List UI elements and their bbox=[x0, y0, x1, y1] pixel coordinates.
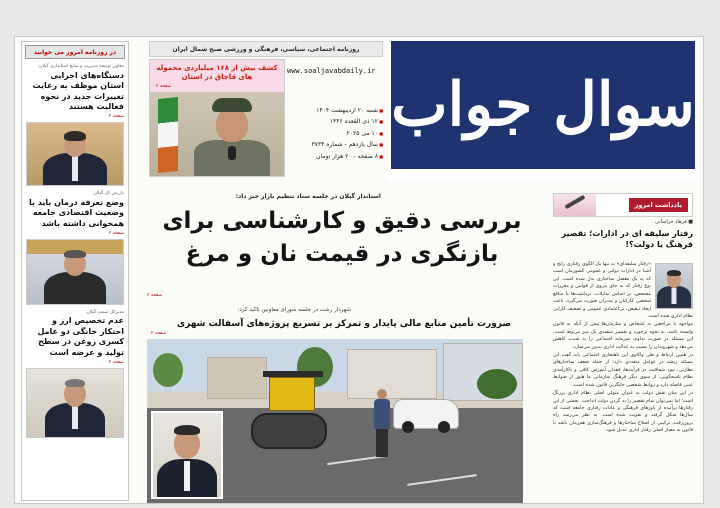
story-kicker: معاون توسعه مدیریت و منابع استانداری گیلان: bbox=[37, 64, 124, 69]
sidebar-story-1[interactable] bbox=[22, 62, 128, 119]
date-solar: ■ شنبه ۲۰ اردیبهشت ۱۴۰۴ bbox=[287, 105, 383, 116]
column-paragraph: در این میان نقش دولت به عنوان متولی اصلی نظام اداری پررنگ است؛ اما نمی‌توان تمام تقصیر را به گردن دولت انداخت. بخشی از این رفتارها برآمده از باورهای فرهنگی و عادات رفتاری جامعه است که سال‌ها شکل گرفته و تقویت شده است. به نظر می‌رسد راه برون‌رفت، ترکیبی از اصلاح ساختارها و فرهنگ‌سازی هم‌زمان باشد تا قانون به معیار اصلی رفتار اداری تبدیل شود. bbox=[553, 391, 693, 434]
second-page: صفحه ۲ bbox=[151, 331, 167, 336]
teaser-page: صفحه ۲ bbox=[156, 84, 172, 89]
sidebar-in-today bbox=[21, 41, 129, 501]
lead-headline[interactable]: بررسی دقیق و کارشناسی برای بازنگری در قیمت نان و مرغ bbox=[162, 208, 522, 268]
teaser-photo bbox=[150, 92, 284, 177]
sidebar-photo-3 bbox=[26, 368, 124, 438]
masthead-logo bbox=[391, 41, 695, 169]
sidebar-header: در روزنامه امروز می خوانید bbox=[25, 45, 125, 59]
story-title[interactable]: عدم تخصیص ارز و احتکار خانگی دو عامل کسری روغن در سطح تولید و عرضه است bbox=[37, 316, 124, 357]
lead-over-head: استاندار گیلان در جلسه ستاد تنظیم بازار خبر داد: bbox=[235, 193, 381, 200]
column-paragraph: در همین ارتباط و طی واکاوی این ناهنجاری اجتماعی باید گفت این مسئله ریشه در عوامل متعددی دارد؛ از جمله ضعف ساختارهای نظارتی، نبود شفافیت در فرآیندها، فقدان آموزش کافی و ناکارآمدی نظام پاسخگویی. از سوی دیگر فرهنگ سازمانی ما هنوز از ضوابط عینی فاصله دارد و روابط شخصی جایگزین قانون شده است. bbox=[553, 353, 693, 388]
story-kicker: بازرس کل گیلان: bbox=[92, 191, 124, 197]
issue-number: ■ سال یازدهم - شماره ۳۷۳۴ bbox=[287, 139, 383, 150]
newspaper-front-page bbox=[14, 36, 704, 504]
logo-text: سوال جواب bbox=[391, 70, 695, 140]
story-title[interactable]: وضع تعرفه درمان باید با وضعیت اقتصادی جامعه همخوانی داشته باشد bbox=[28, 197, 124, 228]
sidebar-story-3[interactable] bbox=[22, 308, 128, 365]
story-kicker: مدیرکل صمت گیلان: bbox=[85, 309, 124, 315]
second-headline[interactable]: ضرورت تأمین منابع مالی پایدار و تمرکز بر تسریع پروژه‌های آسفالت شهری bbox=[176, 319, 512, 329]
second-kicker: شهردار رشت در جلسه شورای معاونین تاکید کرد: bbox=[237, 307, 351, 313]
lead-page: صفحه ۲ bbox=[147, 293, 163, 298]
column-author: ■ فرهاد خراسانی bbox=[655, 219, 693, 225]
story-page: صفحه ۲ bbox=[108, 359, 124, 365]
todays-note-label: یادداشت امروز bbox=[629, 198, 688, 212]
column-paragraph: مواجهه با مراجعین به اشخاص و سازمان‌ها پیش از آنکه به قانون وابسته باشد، به نحوه برخورد و تفسیر متصدی یک میز مربوط است. این مسئله در صورت تداوم، سرمایه اجتماعی را به شدت کاهش می‌دهد و شهروندان را نسبت به عدالت اداری بدبین می‌سازد. bbox=[553, 322, 693, 350]
masthead-logo-box bbox=[387, 41, 699, 181]
sidebar-story-2[interactable] bbox=[22, 189, 128, 235]
column-title[interactable]: رفتار سلیقه ای در ادارات؛ تقصیر فرهنگ یا دولت؟! bbox=[561, 229, 693, 249]
teaser-title[interactable]: کشف بیش از ۱۶۸ میلیاردی محموله های قاچاق در استان bbox=[150, 60, 284, 92]
date-gregorian: ■ ۱۰ می ۲۰۲۵ bbox=[287, 128, 383, 139]
todays-note-badge bbox=[553, 193, 693, 217]
sidebar-photo-1 bbox=[26, 122, 124, 186]
date-lunar: ■ ۱۲ ذی القعده ۱۴۴۶ bbox=[287, 116, 383, 127]
mayor-portrait-inset bbox=[151, 411, 223, 499]
story-page: صفحه ۲ bbox=[108, 114, 124, 120]
column-paragraph: «رفتار سلیقه‌ای» نه تنها یک الگوی رفتاری رایج و آشنا در ادارات دولتی و عمومی کشورمان است که به یک معضل ساختاری بدل شده است. این نوع رفتار که به جای پیروی از قوانین و مقررات مشخص، بر اساس تمایلات، برداشت‌ها یا منافع شخصی کارکنان و مدیران صورت می‌گیرد، باعث ایجاد تبعیض، بی‌اعتمادی عمومی و تضعیف کارایی نظام اداری شده است. bbox=[553, 262, 693, 319]
story-title[interactable]: دستگاه‌های اجرایی استان موظف به رعایت تغییرات جدید در نحوه فعالیت هستند bbox=[32, 70, 124, 112]
sidebar-photo-2 bbox=[26, 239, 124, 305]
asphalt-roller-photo bbox=[147, 339, 523, 503]
issue-dates bbox=[287, 105, 383, 162]
issue-price: ■ ۸ صفحه - ۲۰ هزار تومان bbox=[287, 151, 383, 162]
publication-tagline: روزنامه اجتماعی، سیاسی، فرهنگی و ورزشی صبح شمال ایران bbox=[149, 41, 383, 57]
website-url[interactable]: www.soaljavabdaily.ir bbox=[287, 67, 376, 75]
story-page: صفحه ۲ bbox=[108, 230, 124, 236]
columnist-photo bbox=[655, 263, 693, 309]
teaser-box[interactable] bbox=[149, 59, 285, 177]
